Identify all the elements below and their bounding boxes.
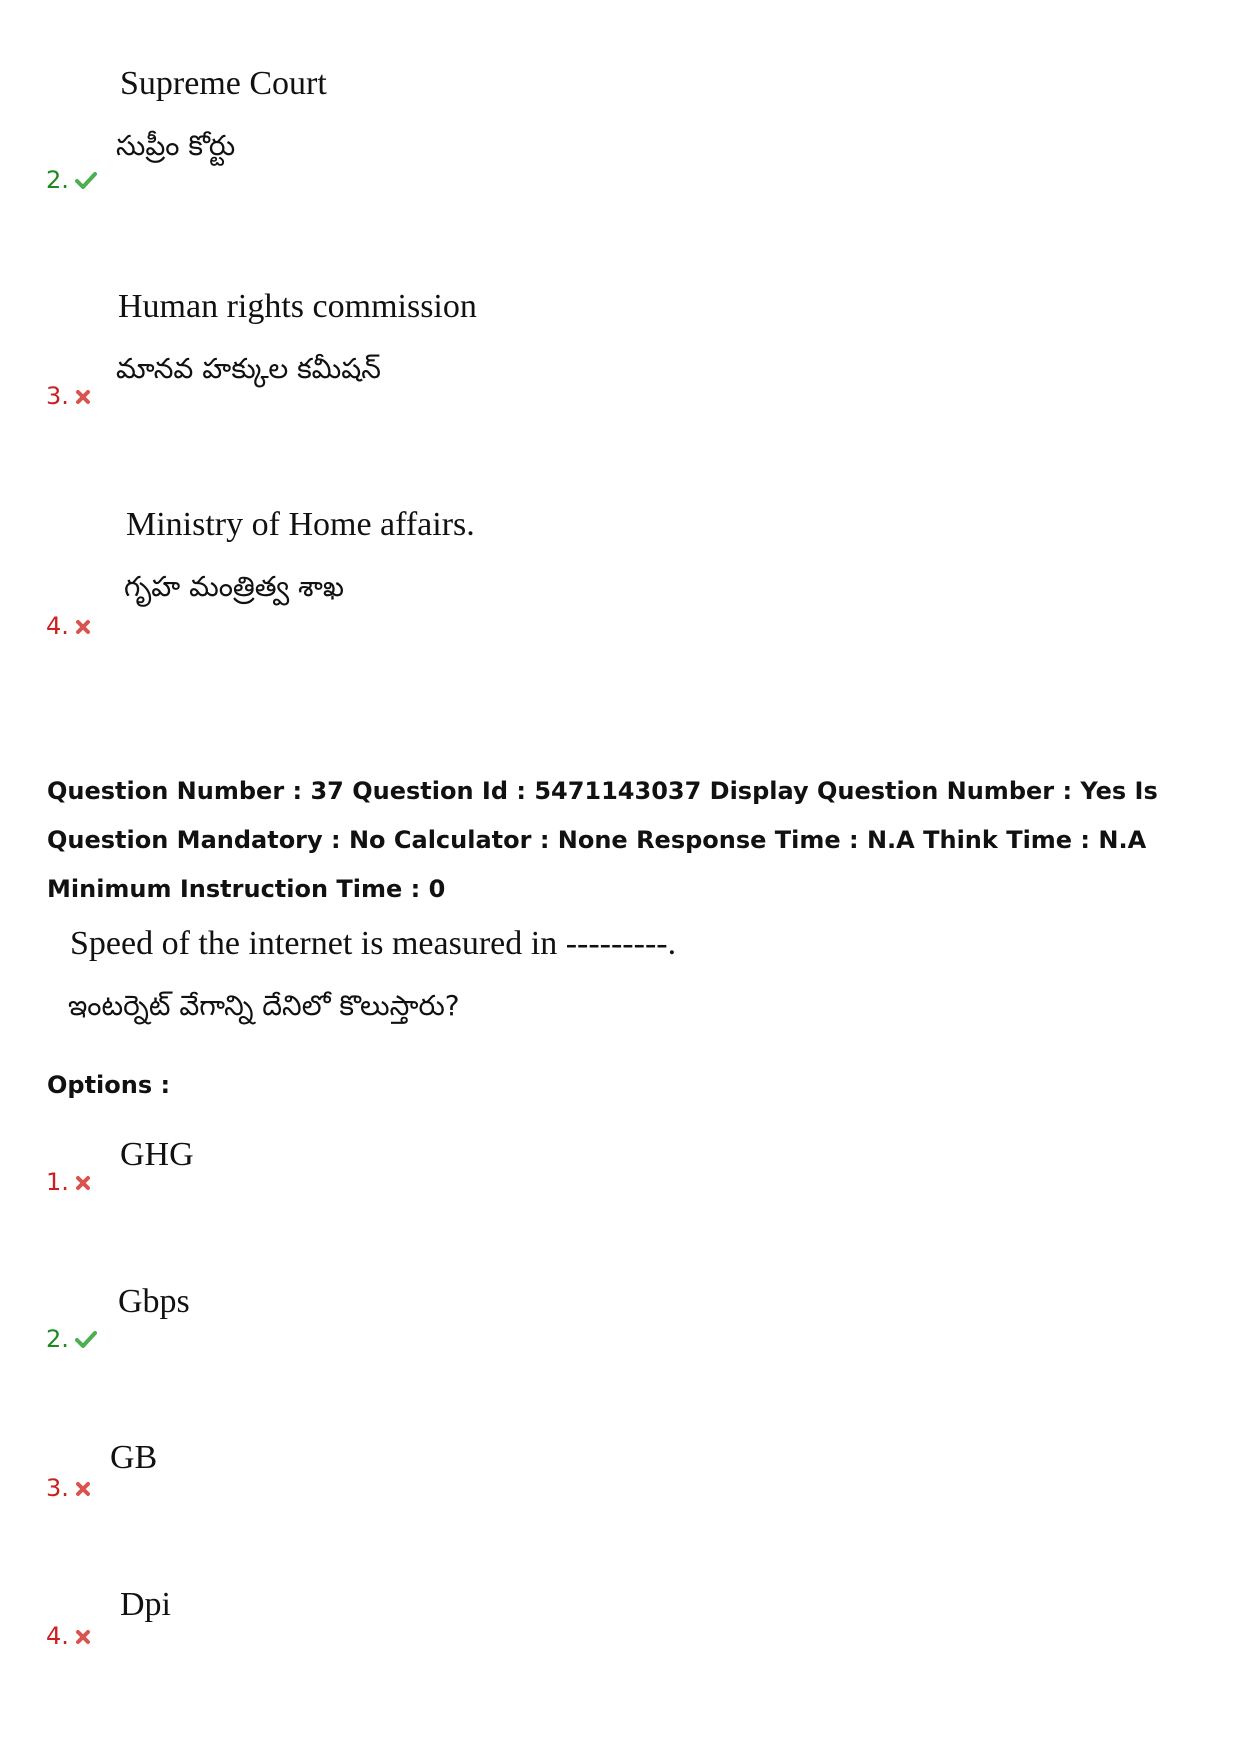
- cross-icon: [75, 1169, 91, 1197]
- prev-option-4-english: Ministry of Home affairs.: [126, 506, 475, 543]
- question-meta: Question Number : 37 Question Id : 5471143037 Display Question Number : Yes Is Question Mandatory : No Calculator : None Response Time : N.A Think Time : N.A Minimum Instruction Time : 0: [47, 777, 1158, 903]
- cross-icon: [75, 1623, 91, 1651]
- check-icon: [75, 1326, 97, 1354]
- prev-option-2-english: Supreme Court: [120, 65, 327, 102]
- option-3-text: GB: [110, 1439, 158, 1476]
- prev-option-2-telugu: సుప్రీం కోర్టు: [116, 129, 236, 162]
- prev-option-2-marker: [46, 166, 97, 195]
- option-number: 2.: [46, 166, 69, 194]
- cross-icon: [75, 613, 91, 641]
- option-3-marker: [46, 1474, 91, 1503]
- option-1-marker: [46, 1168, 91, 1197]
- option-1-text: GHG: [120, 1136, 194, 1173]
- option-4-text: Dpi: [120, 1586, 171, 1623]
- question-text-english: Speed of the internet is measured in ---------.: [70, 925, 677, 962]
- prev-option-3-english: Human rights commission: [118, 288, 477, 325]
- question-text-telugu: ఇంటర్నెట్ వేగాన్ని దేనిలో కొలుస్తారు?: [68, 989, 460, 1022]
- option-number: 1.: [46, 1168, 69, 1196]
- options-label: Options :: [47, 1071, 171, 1099]
- prev-option-3-telugu: మానవ హక్కుల కమీషన్: [116, 352, 381, 385]
- prev-option-4-marker: [46, 612, 91, 641]
- option-number: 4.: [46, 612, 69, 640]
- check-icon: [75, 167, 97, 195]
- option-2-marker: [46, 1325, 97, 1354]
- option-4-marker: [46, 1622, 91, 1651]
- cross-icon: [75, 383, 91, 411]
- option-2-text: Gbps: [118, 1283, 190, 1320]
- option-number: 4.: [46, 1622, 69, 1650]
- option-number: 3.: [46, 1474, 69, 1502]
- prev-option-3-marker: [46, 382, 91, 411]
- option-number: 3.: [46, 382, 69, 410]
- cross-icon: [75, 1475, 91, 1503]
- prev-option-4-telugu: గృహ మంత్రిత్వ శాఖ: [124, 570, 344, 603]
- option-number: 2.: [46, 1325, 69, 1353]
